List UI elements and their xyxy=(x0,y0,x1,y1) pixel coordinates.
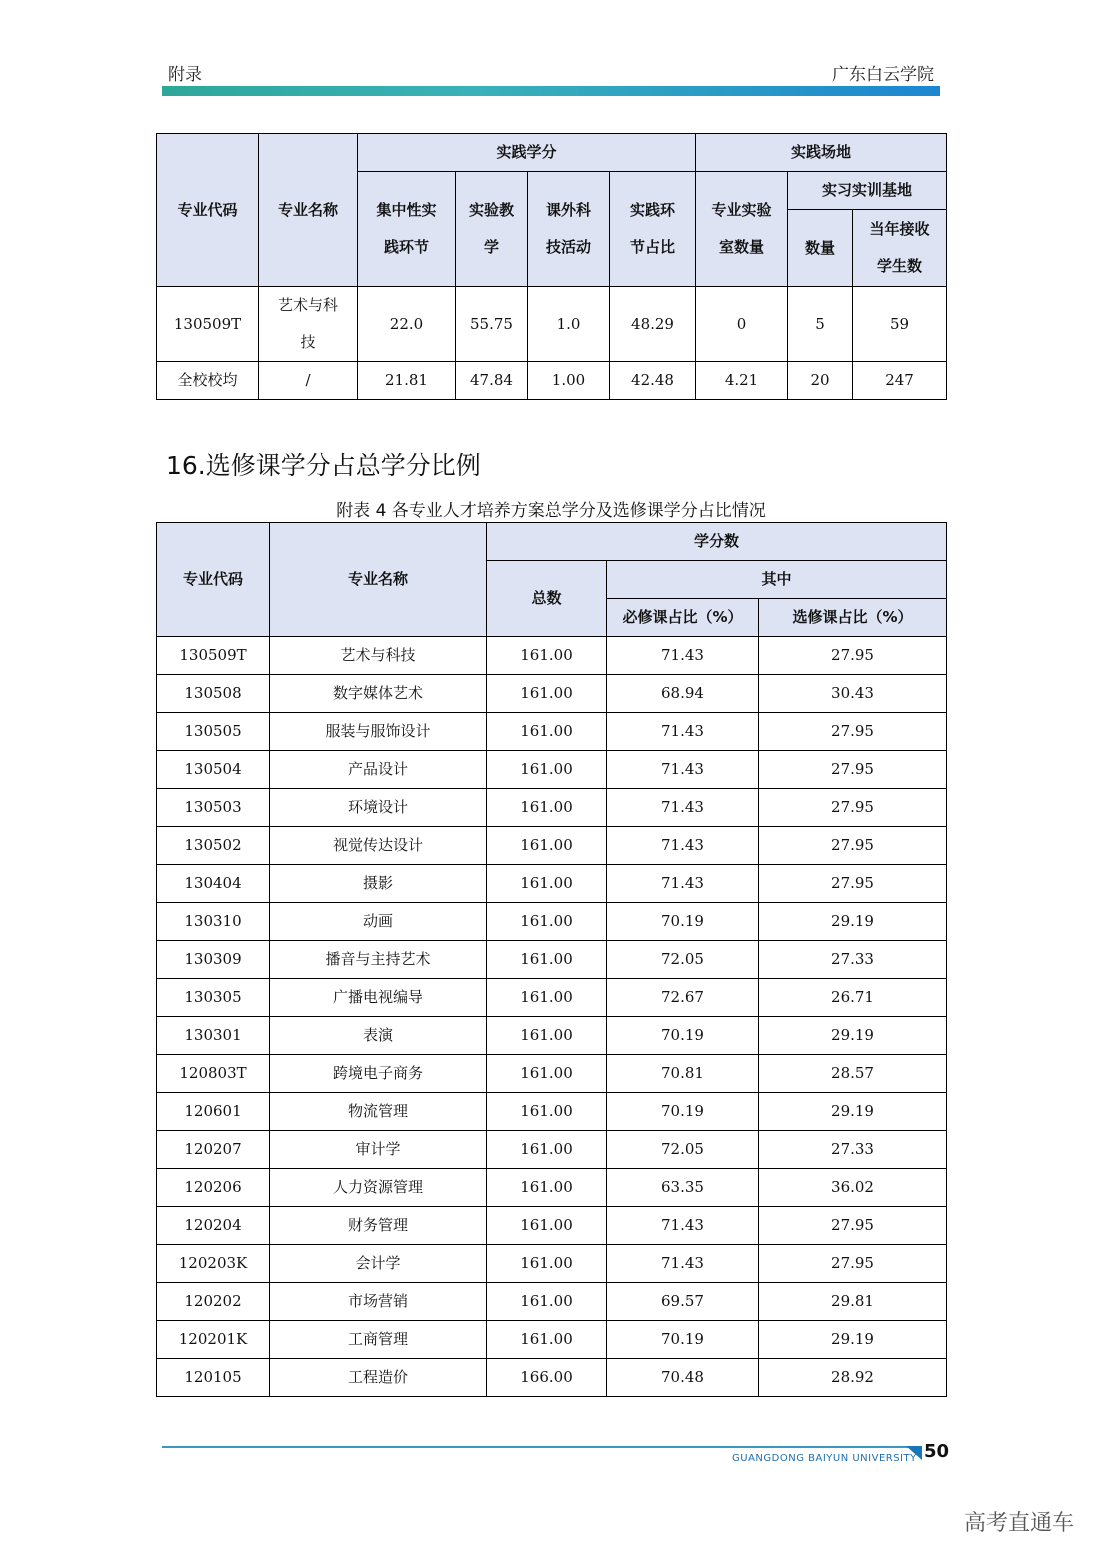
table-row xyxy=(157,287,947,362)
t1-cell-ratio: 42.48 xyxy=(610,362,696,400)
table-row xyxy=(157,362,947,400)
t2-cell-code: 130505 xyxy=(157,713,270,751)
t2-cell-required: 72.05 xyxy=(607,1131,759,1169)
t2-cell-required: 70.19 xyxy=(607,903,759,941)
t1-header-lab-count: 专业实验 室数量 xyxy=(696,172,788,287)
t2-cell-total: 161.00 xyxy=(487,1093,607,1131)
t2-cell-total: 166.00 xyxy=(487,1359,607,1397)
table-row xyxy=(157,1245,947,1283)
t1-header-experiment: 实验教 学 xyxy=(456,172,528,287)
t2-cell-code: 130509T xyxy=(157,637,270,675)
t2-cell-required: 72.67 xyxy=(607,979,759,1017)
t1-cell-base-count: 20 xyxy=(788,362,853,400)
t2-cell-code: 130404 xyxy=(157,865,270,903)
t1-cell-base-count: 5 xyxy=(788,287,853,362)
t2-header-total: 总数 xyxy=(487,561,607,637)
t2-cell-required: 71.43 xyxy=(607,637,759,675)
t2-cell-required: 72.05 xyxy=(607,941,759,979)
table-row xyxy=(157,637,947,675)
t2-cell-code: 130504 xyxy=(157,751,270,789)
t2-cell-elective: 26.71 xyxy=(759,979,947,1017)
watermark: 高考直通车 xyxy=(963,1511,1074,1536)
t2-cell-elective: 27.33 xyxy=(759,941,947,979)
t2-cell-total: 161.00 xyxy=(487,1169,607,1207)
t2-cell-required: 70.19 xyxy=(607,1017,759,1055)
practice-credit-table xyxy=(156,133,947,400)
t1-cell-code: 全校校均 xyxy=(157,362,259,400)
t2-cell-name: 环境设计 xyxy=(270,789,487,827)
t2-cell-elective: 27.95 xyxy=(759,1245,947,1283)
t2-cell-code: 120105 xyxy=(157,1359,270,1397)
t2-cell-elective: 27.95 xyxy=(759,1207,947,1245)
t1-cell-students: 247 xyxy=(853,362,947,400)
t2-cell-name: 数字媒体艺术 xyxy=(270,675,487,713)
t2-cell-required: 71.43 xyxy=(607,713,759,751)
header-left-label: 附录 xyxy=(168,65,202,85)
t2-cell-total: 161.00 xyxy=(487,713,607,751)
t2-cell-total: 161.00 xyxy=(487,827,607,865)
t2-cell-name: 产品设计 xyxy=(270,751,487,789)
t2-cell-name: 跨境电子商务 xyxy=(270,1055,487,1093)
t2-cell-name: 会计学 xyxy=(270,1245,487,1283)
t2-cell-name: 视觉传达设计 xyxy=(270,827,487,865)
t2-cell-code: 130305 xyxy=(157,979,270,1017)
t1-header-name: 专业名称 xyxy=(259,134,358,287)
t1-header-practice-site: 实践场地 xyxy=(696,134,947,172)
t2-cell-total: 161.00 xyxy=(487,789,607,827)
t2-cell-name: 服装与服饰设计 xyxy=(270,713,487,751)
t2-body xyxy=(157,637,947,1397)
t2-cell-code: 120201K xyxy=(157,1321,270,1359)
t2-header-elective: 选修课占比（%） xyxy=(759,599,947,637)
t2-cell-required: 63.35 xyxy=(607,1169,759,1207)
t2-cell-total: 161.00 xyxy=(487,675,607,713)
t2-cell-code: 120203K xyxy=(157,1245,270,1283)
t2-cell-name: 艺术与科技 xyxy=(270,637,487,675)
t2-cell-elective: 29.19 xyxy=(759,1093,947,1131)
t1-header-extracurricular: 课外科 技活动 xyxy=(528,172,610,287)
t1-cell-name: / xyxy=(259,362,358,400)
t2-cell-elective: 36.02 xyxy=(759,1169,947,1207)
table-row xyxy=(157,1017,947,1055)
t2-cell-name: 物流管理 xyxy=(270,1093,487,1131)
t2-cell-elective: 30.43 xyxy=(759,675,947,713)
t2-cell-total: 161.00 xyxy=(487,751,607,789)
t2-cell-code: 120206 xyxy=(157,1169,270,1207)
t2-cell-name: 工商管理 xyxy=(270,1321,487,1359)
t2-cell-code: 130502 xyxy=(157,827,270,865)
table-row xyxy=(157,903,947,941)
t2-header-name: 专业名称 xyxy=(270,523,487,637)
t2-cell-required: 71.43 xyxy=(607,1207,759,1245)
t2-cell-required: 71.43 xyxy=(607,827,759,865)
t1-cell-intensive: 22.0 xyxy=(358,287,456,362)
footer-university: GUANGDONG BAIYUN UNIVERSITY xyxy=(732,1453,917,1464)
t2-cell-name: 广播电视编导 xyxy=(270,979,487,1017)
t1-header-code: 专业代码 xyxy=(157,134,259,287)
t2-cell-total: 161.00 xyxy=(487,941,607,979)
t2-cell-name: 审计学 xyxy=(270,1131,487,1169)
table-row xyxy=(157,1093,947,1131)
t1-header-intensive: 集中性实 践环节 xyxy=(358,172,456,287)
table-row xyxy=(157,827,947,865)
t2-cell-elective: 29.19 xyxy=(759,1321,947,1359)
t2-cell-code: 120207 xyxy=(157,1131,270,1169)
t2-cell-total: 161.00 xyxy=(487,903,607,941)
table-row xyxy=(157,1359,947,1397)
t1-header-base-count: 数量 xyxy=(788,210,853,287)
t2-cell-total: 161.00 xyxy=(487,1207,607,1245)
t1-header-practice-credit: 实践学分 xyxy=(358,134,696,172)
t2-cell-total: 161.00 xyxy=(487,1131,607,1169)
t2-cell-name: 工程造价 xyxy=(270,1359,487,1397)
t2-cell-required: 71.43 xyxy=(607,789,759,827)
t1-cell-lab-count: 0 xyxy=(696,287,788,362)
header-right-label: 广东白云学院 xyxy=(832,65,934,85)
t2-cell-elective: 27.95 xyxy=(759,637,947,675)
t1-cell-extracurricular: 1.00 xyxy=(528,362,610,400)
table-row xyxy=(157,1283,947,1321)
t1-cell-intensive: 21.81 xyxy=(358,362,456,400)
t2-cell-elective: 27.95 xyxy=(759,713,947,751)
t2-cell-total: 161.00 xyxy=(487,1321,607,1359)
table-row xyxy=(157,1169,947,1207)
t1-cell-name: 艺术与科 技 xyxy=(259,287,358,362)
t1-header-ratio: 实践环 节占比 xyxy=(610,172,696,287)
header-gradient-bar xyxy=(162,86,940,96)
t2-cell-total: 161.00 xyxy=(487,1055,607,1093)
t1-cell-extracurricular: 1.0 xyxy=(528,287,610,362)
table-row xyxy=(157,751,947,789)
table-row xyxy=(157,1207,947,1245)
t2-cell-required: 71.43 xyxy=(607,1245,759,1283)
t2-cell-code: 130301 xyxy=(157,1017,270,1055)
t1-cell-experiment: 55.75 xyxy=(456,287,528,362)
t2-cell-elective: 27.95 xyxy=(759,827,947,865)
t1-cell-experiment: 47.84 xyxy=(456,362,528,400)
t2-cell-name: 市场营销 xyxy=(270,1283,487,1321)
t2-cell-elective: 28.92 xyxy=(759,1359,947,1397)
t2-cell-name: 播音与主持艺术 xyxy=(270,941,487,979)
t2-cell-name: 摄影 xyxy=(270,865,487,903)
table-row xyxy=(157,789,947,827)
t1-header-students: 当年接收 学生数 xyxy=(853,210,947,287)
t2-cell-code: 130310 xyxy=(157,903,270,941)
table-row xyxy=(157,675,947,713)
t2-cell-required: 70.19 xyxy=(607,1321,759,1359)
t2-cell-elective: 27.95 xyxy=(759,865,947,903)
page-number: 50 xyxy=(924,1441,950,1462)
t2-cell-elective: 27.33 xyxy=(759,1131,947,1169)
t1-header-training-base: 实习实训基地 xyxy=(788,172,947,210)
t2-cell-code: 120204 xyxy=(157,1207,270,1245)
table-row xyxy=(157,1055,947,1093)
t2-header-among: 其中 xyxy=(607,561,947,599)
table-row xyxy=(157,979,947,1017)
t2-cell-required: 70.19 xyxy=(607,1093,759,1131)
t2-cell-required: 71.43 xyxy=(607,865,759,903)
t2-cell-code: 120202 xyxy=(157,1283,270,1321)
t2-cell-elective: 28.57 xyxy=(759,1055,947,1093)
t2-cell-elective: 29.19 xyxy=(759,903,947,941)
table-row xyxy=(157,865,947,903)
t2-cell-total: 161.00 xyxy=(487,1283,607,1321)
table-row xyxy=(157,941,947,979)
section-title: 16.选修课学分占总学分比例 xyxy=(166,451,481,480)
table-row xyxy=(157,1321,947,1359)
t2-cell-code: 130503 xyxy=(157,789,270,827)
table-row xyxy=(157,713,947,751)
t2-cell-total: 161.00 xyxy=(487,637,607,675)
t1-cell-ratio: 48.29 xyxy=(610,287,696,362)
t2-cell-name: 财务管理 xyxy=(270,1207,487,1245)
t2-header-code: 专业代码 xyxy=(157,523,270,637)
footer-line xyxy=(162,1446,914,1448)
t2-cell-code: 130309 xyxy=(157,941,270,979)
elective-credit-table xyxy=(156,522,947,1397)
t2-cell-total: 161.00 xyxy=(487,979,607,1017)
t2-cell-code: 130508 xyxy=(157,675,270,713)
t2-cell-total: 161.00 xyxy=(487,1017,607,1055)
t2-header-credits: 学分数 xyxy=(487,523,947,561)
t2-cell-total: 161.00 xyxy=(487,865,607,903)
t2-header-required: 必修课占比（%） xyxy=(607,599,759,637)
t2-cell-required: 69.57 xyxy=(607,1283,759,1321)
t2-cell-name: 动画 xyxy=(270,903,487,941)
t2-cell-elective: 29.81 xyxy=(759,1283,947,1321)
t2-cell-name: 表演 xyxy=(270,1017,487,1055)
t2-cell-required: 68.94 xyxy=(607,675,759,713)
t2-cell-elective: 29.19 xyxy=(759,1017,947,1055)
t2-cell-code: 120601 xyxy=(157,1093,270,1131)
t2-cell-code: 120803T xyxy=(157,1055,270,1093)
t2-cell-required: 70.81 xyxy=(607,1055,759,1093)
t2-cell-required: 71.43 xyxy=(607,751,759,789)
t2-cell-required: 70.48 xyxy=(607,1359,759,1397)
t1-cell-code: 130509T xyxy=(157,287,259,362)
t2-cell-total: 161.00 xyxy=(487,1245,607,1283)
t1-cell-students: 59 xyxy=(853,287,947,362)
table-caption: 附表 4 各专业人才培养方案总学分及选修课学分占比情况 xyxy=(336,501,766,521)
t2-cell-name: 人力资源管理 xyxy=(270,1169,487,1207)
t1-cell-lab-count: 4.21 xyxy=(696,362,788,400)
t2-cell-elective: 27.95 xyxy=(759,789,947,827)
table-row xyxy=(157,1131,947,1169)
t2-cell-elective: 27.95 xyxy=(759,751,947,789)
